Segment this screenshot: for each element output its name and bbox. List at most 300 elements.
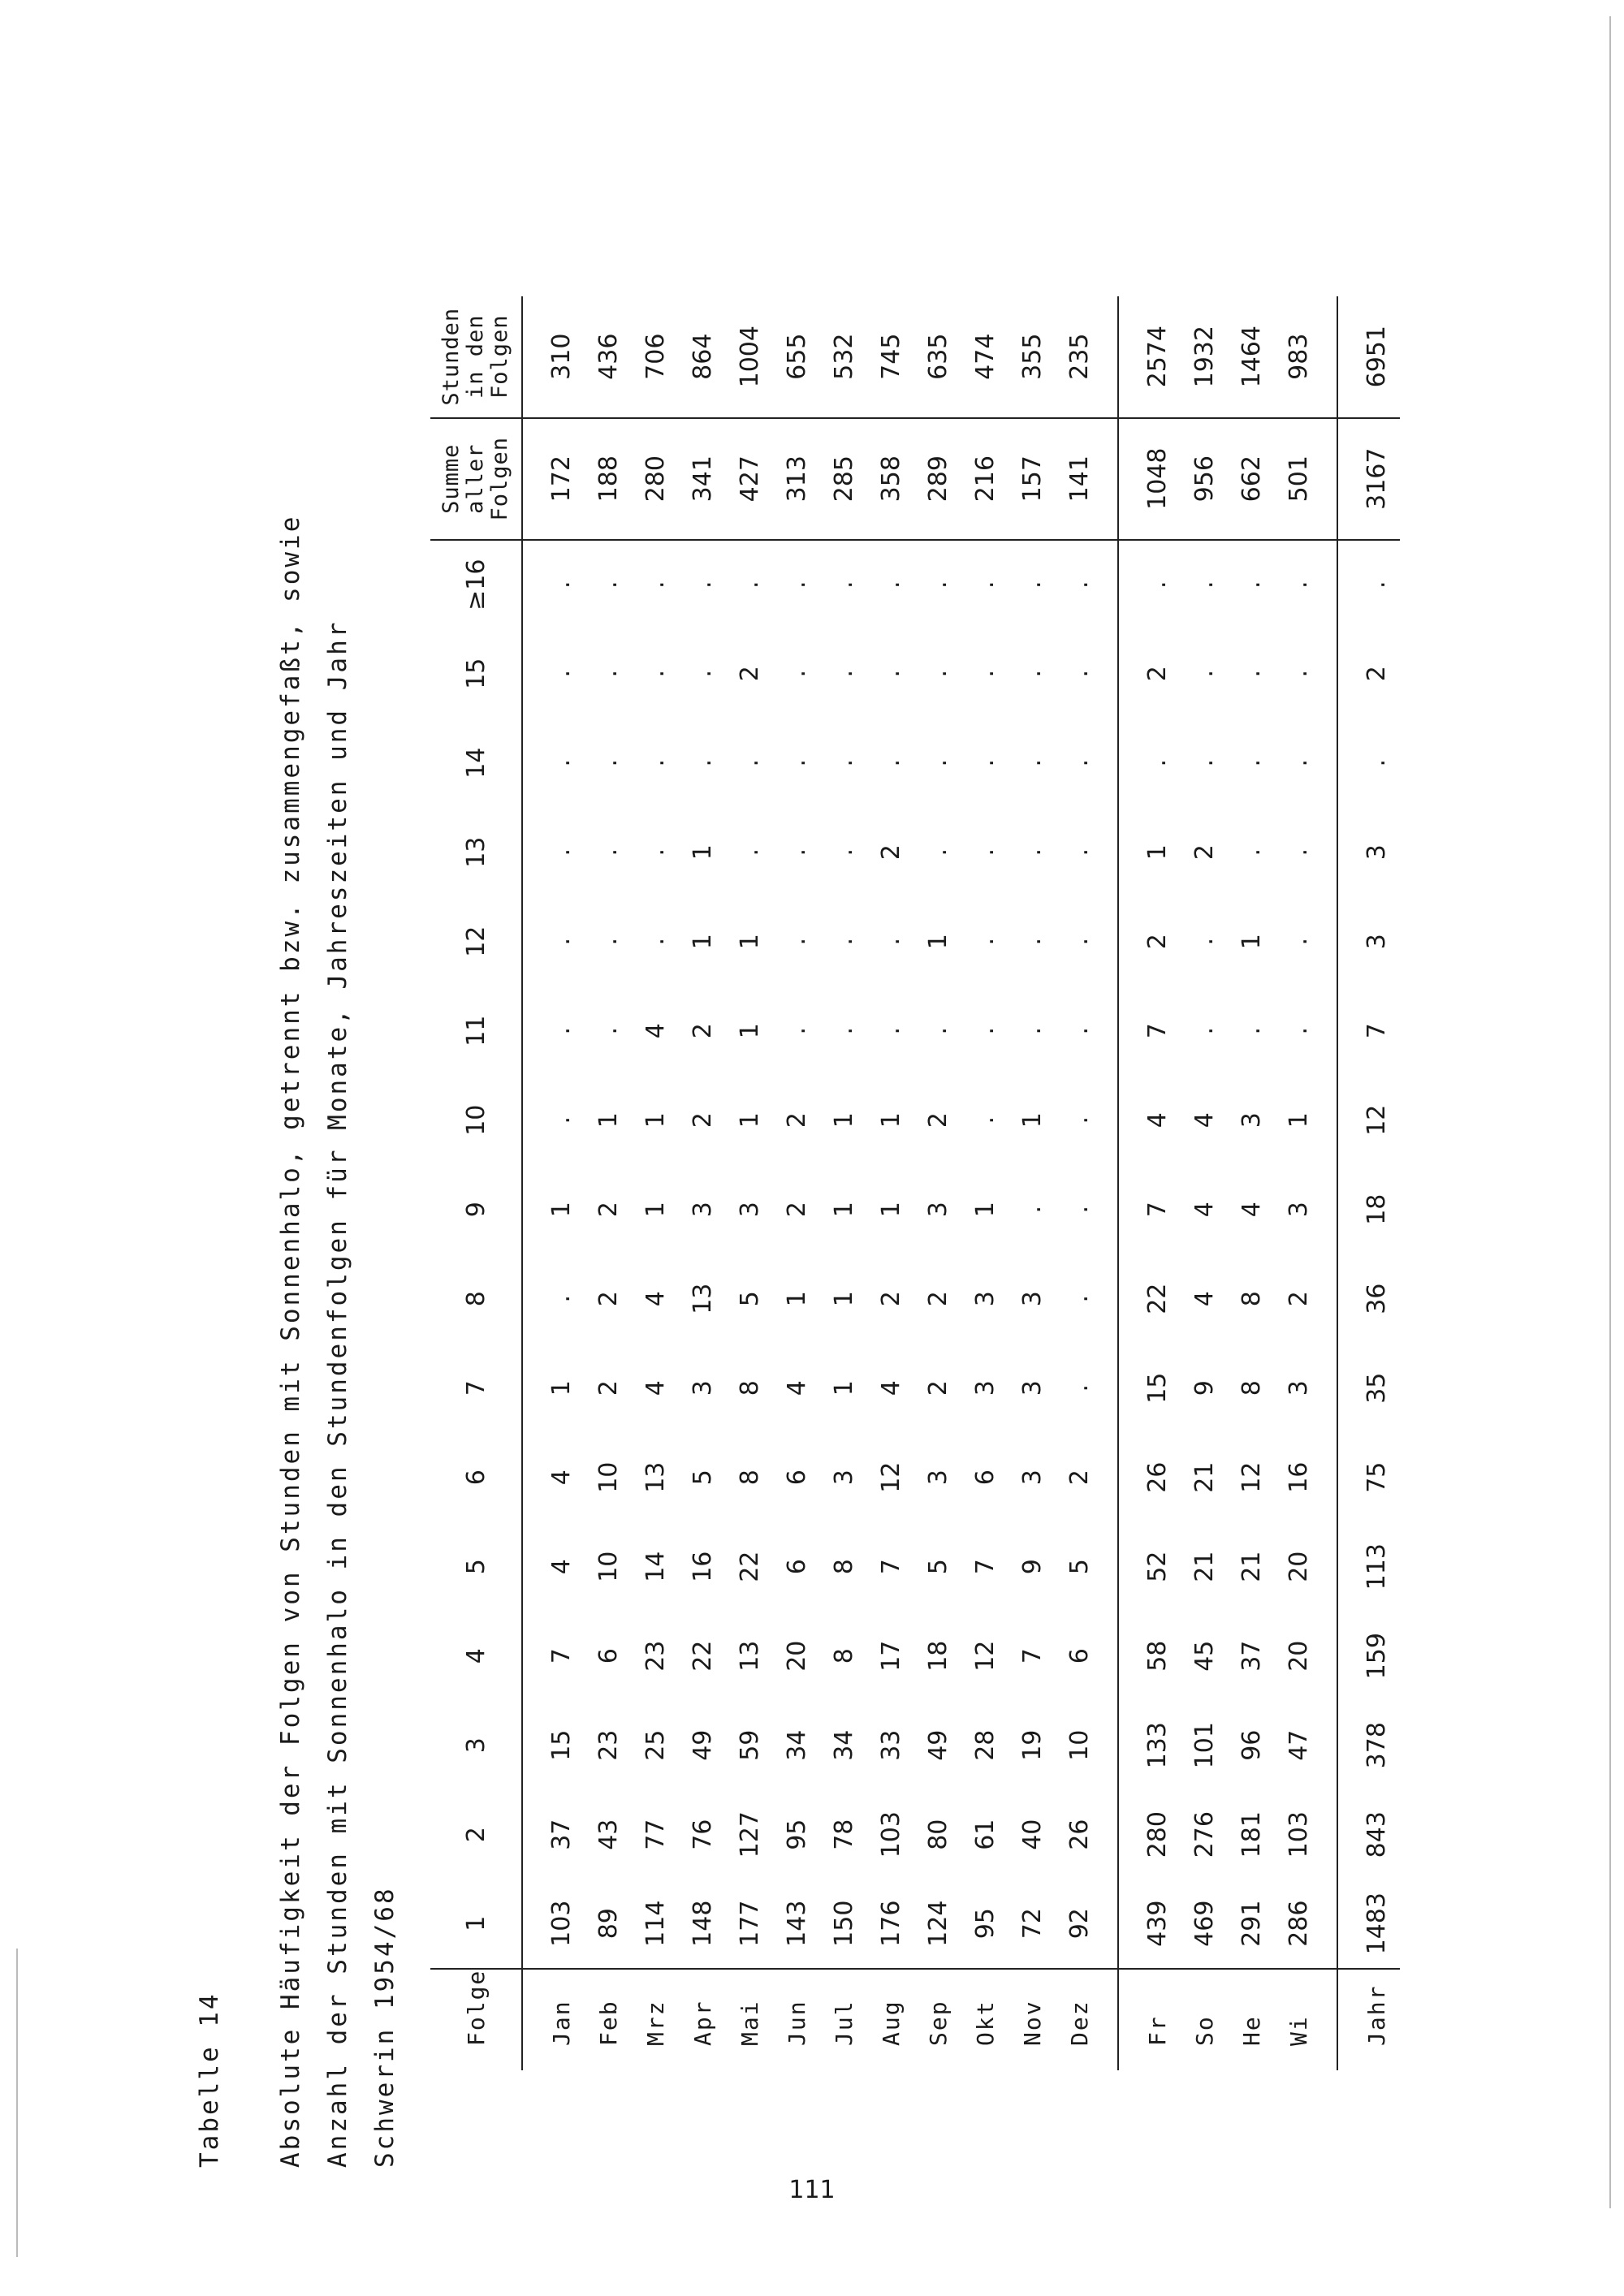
table-row: [1009, 296, 1056, 2070]
scan-edge-mark: [16, 1949, 18, 2257]
table-cell: .: [546, 1116, 576, 1124]
row-label: Nov: [1018, 2000, 1046, 2046]
table-row: [726, 296, 773, 2070]
table-cell: 22: [688, 1640, 717, 1672]
table-cell: 95: [782, 1819, 811, 1850]
table-cell: .: [829, 1026, 858, 1035]
table-cell: 2: [923, 1291, 952, 1307]
spacer-cell: [1322, 897, 1337, 986]
spacer-cell: [1322, 1612, 1337, 1701]
table-cell: 5: [688, 1470, 717, 1486]
table-cell: 103: [876, 1811, 905, 1858]
table-cell: 2: [923, 1112, 952, 1129]
col-header: 13: [430, 808, 522, 897]
row-label: Jul: [830, 2000, 857, 2046]
table-cell: .: [1284, 580, 1313, 589]
spacer-cell: [1337, 1076, 1353, 1165]
spacer-cell: [1118, 1701, 1134, 1790]
table-cell: .: [1017, 580, 1047, 589]
table-cell: 4: [1142, 1112, 1172, 1129]
table-cell: .: [970, 848, 1000, 857]
table-cell: 4: [782, 1380, 811, 1396]
table-cell: .: [970, 758, 1000, 767]
table-cell: 1: [594, 1112, 623, 1129]
table-cell: .: [923, 669, 952, 678]
table-cell: 1: [546, 1202, 576, 1218]
spacer-cell: [1322, 808, 1337, 897]
table-cell: 8: [829, 1648, 858, 1664]
sum-cell: 188: [585, 418, 632, 540]
spacer-cell: [522, 1790, 538, 1880]
sum-cell: 172: [538, 418, 585, 540]
spacer-cell: [1337, 1701, 1353, 1790]
table-cell: .: [594, 937, 623, 946]
table-cell: .: [735, 848, 764, 857]
spacer-cell: [1103, 296, 1118, 418]
table-cell: .: [1237, 669, 1266, 678]
table-cell: 21: [1237, 1551, 1266, 1582]
spacer-row: [1337, 296, 1353, 2070]
spacer-cell: [1118, 897, 1134, 986]
table-cell: .: [782, 937, 811, 946]
spacer-cell: [522, 719, 538, 808]
table-cell: .: [1065, 669, 1094, 678]
row-label: Feb: [594, 2000, 622, 2046]
table-cell: 6: [594, 1648, 623, 1664]
spacer-cell: [1322, 1969, 1337, 2070]
table-cell: .: [1284, 669, 1313, 678]
scan-edge-mark: [1609, 16, 1611, 2208]
row-label: Mai: [736, 2000, 763, 2046]
table-cell: 77: [641, 1819, 670, 1850]
table-cell: .: [735, 758, 764, 767]
table-cell: .: [1142, 758, 1172, 767]
table-cell: 1: [641, 1112, 670, 1129]
row-label: He: [1237, 2015, 1265, 2046]
table-cell: .: [1190, 580, 1219, 589]
table-cell: 76: [688, 1819, 717, 1850]
table-cell: .: [594, 848, 623, 857]
hours-cell: 983: [1275, 296, 1322, 418]
table-row: [1181, 296, 1228, 2070]
row-label: So: [1190, 2015, 1218, 2046]
table-cell: 3: [1017, 1470, 1047, 1486]
spacer-cell: [1103, 1790, 1118, 1880]
rotated-page: [0, 32, 1445, 2192]
table-cell: 37: [1237, 1640, 1266, 1672]
table-cell: .: [782, 580, 811, 589]
table-cell: 75: [1362, 1461, 1391, 1493]
spacer-row: [1103, 296, 1118, 2070]
table-cell: 43: [594, 1819, 623, 1850]
table-row: [914, 296, 961, 2070]
table-cell: .: [594, 669, 623, 678]
table-cell: .: [1017, 669, 1047, 678]
table-cell: 2: [594, 1291, 623, 1307]
table-cell: 20: [782, 1640, 811, 1672]
table-row: [1056, 296, 1103, 2070]
table-row: [773, 296, 820, 2070]
table-cell: .: [735, 580, 764, 589]
table-cell: 2: [923, 1380, 952, 1396]
table-cell: 26: [1065, 1819, 1094, 1850]
table-cell: 12: [876, 1461, 905, 1493]
spacer-cell: [1322, 296, 1337, 418]
table-cell: .: [688, 580, 717, 589]
table-cell: 25: [641, 1729, 670, 1761]
hours-cell: 1932: [1181, 296, 1228, 418]
spacer-cell: [1337, 1165, 1353, 1254]
table-cell: 13: [688, 1283, 717, 1314]
table-cell: 59: [735, 1729, 764, 1761]
sum-cell: 313: [773, 418, 820, 540]
table-cell: .: [1237, 758, 1266, 767]
spacer-cell: [1322, 719, 1337, 808]
table-cell: .: [876, 669, 905, 678]
spacer-cell: [1322, 986, 1337, 1076]
col-header: 14: [430, 719, 522, 808]
table-cell: 4: [1190, 1202, 1219, 1218]
table-cell: 1: [782, 1291, 811, 1307]
spacer-cell: [1118, 1790, 1134, 1880]
table-cell: 469: [1181, 1880, 1228, 1969]
row-label: Fr: [1143, 2015, 1171, 2046]
table-cell: 12: [1362, 1104, 1391, 1136]
spacer-cell: [522, 897, 538, 986]
table-cell: 7: [970, 1559, 1000, 1575]
table-cell: 34: [782, 1729, 811, 1761]
spacer-cell: [1322, 540, 1337, 629]
table-cell: .: [970, 580, 1000, 589]
table-cell: 1: [829, 1112, 858, 1129]
col-header: 2: [430, 1790, 522, 1880]
table-cell: .: [829, 669, 858, 678]
table-cell: .: [876, 580, 905, 589]
spacer-cell: [1322, 1344, 1337, 1433]
table-cell: .: [1190, 1026, 1219, 1035]
table-cell: 2: [1190, 844, 1219, 861]
table-cell: 276: [1190, 1811, 1219, 1858]
table-cell: .: [1065, 1116, 1094, 1124]
table-cell: 18: [923, 1640, 952, 1672]
table-cell: .: [641, 758, 670, 767]
table-cell: 10: [594, 1551, 623, 1582]
table-cell: .: [782, 758, 811, 767]
table-row: [1353, 296, 1400, 2070]
table-cell: 13: [735, 1640, 764, 1672]
table-cell: .: [1017, 848, 1047, 857]
table-cell: .: [1237, 580, 1266, 589]
table-cell: 23: [641, 1640, 670, 1672]
table-cell: 2: [1142, 666, 1172, 682]
table-cell: 89: [585, 1880, 632, 1969]
table-cell: 1: [546, 1380, 576, 1396]
hours-cell: 532: [820, 296, 867, 418]
table-row: [538, 296, 585, 2070]
table-cell: 1: [829, 1291, 858, 1307]
table-cell: 1: [876, 1202, 905, 1218]
spacer-cell: [1118, 1880, 1134, 1969]
row-label: Sep: [924, 2000, 952, 2046]
table-cell: 3: [1284, 1202, 1313, 1218]
spacer-cell: [1103, 1344, 1118, 1433]
sum-cell: 285: [820, 418, 867, 540]
table-cell: .: [1065, 937, 1094, 946]
hours-cell: 1004: [726, 296, 773, 418]
caption-line-1: Absolute Häufigkeit der Folgen von Stunden mit Sonnenhalo, getrennt bzw. zusammengefaßt, sowie: [276, 514, 305, 2168]
sum-cell: 3167: [1353, 418, 1400, 540]
spacer-cell: [1337, 296, 1353, 418]
table-cell: 1: [923, 934, 952, 950]
col-header: 9: [430, 1165, 522, 1254]
spacer-row: [522, 296, 538, 2070]
spacer-cell: [1103, 1969, 1118, 2070]
hours-cell: 474: [961, 296, 1009, 418]
table-cell: 80: [923, 1819, 952, 1850]
sum-cell: 956: [1181, 418, 1228, 540]
table-row: [585, 296, 632, 2070]
table-cell: 19: [1017, 1729, 1047, 1761]
table-cell: 127: [735, 1811, 764, 1858]
table-cell: 47: [1284, 1729, 1313, 1761]
table-cell: 1: [1017, 1112, 1047, 1129]
hours-header: Stunden in den Folgen: [430, 296, 522, 418]
table-cell: .: [1237, 848, 1266, 857]
spacer-cell: [1337, 808, 1353, 897]
table-cell: .: [1065, 758, 1094, 767]
spacer-cell: [1118, 540, 1134, 629]
col-header: 3: [430, 1701, 522, 1790]
table-cell: .: [641, 937, 670, 946]
spacer-cell: [1118, 418, 1134, 540]
sum-cell: 358: [867, 418, 914, 540]
table-cell: 280: [1142, 1811, 1172, 1858]
table-cell: .: [970, 937, 1000, 946]
spacer-cell: [1118, 808, 1134, 897]
spacer-cell: [1337, 1254, 1353, 1344]
spacer-cell: [1337, 540, 1353, 629]
table-cell: 2: [1065, 1470, 1094, 1486]
spacer-cell: [1103, 1076, 1118, 1165]
table-cell: 843: [1362, 1811, 1391, 1858]
table-cell: .: [1237, 1026, 1266, 1035]
table-cell: .: [1065, 1294, 1094, 1303]
spacer-cell: [522, 629, 538, 719]
table-cell: 52: [1142, 1551, 1172, 1582]
table-cell: .: [829, 848, 858, 857]
table-cell: .: [923, 580, 952, 589]
table-cell: 6: [970, 1470, 1000, 1486]
spacer-row: [1118, 296, 1134, 2070]
spacer-cell: [1118, 986, 1134, 1076]
table-cell: .: [546, 937, 576, 946]
row-label: Jan: [547, 2000, 575, 2046]
table-cell: 101: [1190, 1722, 1219, 1769]
table-cell: 6: [782, 1470, 811, 1486]
table-cell: 2: [876, 1291, 905, 1307]
spacer-cell: [1103, 1880, 1118, 1969]
table-cell: .: [1284, 848, 1313, 857]
col-header: 15: [430, 629, 522, 719]
table-header-row: [430, 296, 522, 2070]
spacer-cell: [1103, 540, 1118, 629]
spacer-cell: [522, 540, 538, 629]
halo-table: [430, 296, 1400, 2070]
table-cell: 1: [970, 1202, 1000, 1218]
row-label: Mrz: [641, 2000, 669, 2046]
table-cell: 9: [1017, 1559, 1047, 1575]
spacer-cell: [1103, 897, 1118, 986]
table-cell: 3: [923, 1202, 952, 1218]
table-cell: 1: [641, 1202, 670, 1218]
table-cell: .: [1190, 758, 1219, 767]
table-cell: 176: [867, 1880, 914, 1969]
table-cell: 92: [1056, 1880, 1103, 1969]
table-cell: .: [688, 669, 717, 678]
spacer-cell: [1103, 1254, 1118, 1344]
col-header: 7: [430, 1344, 522, 1433]
hours-cell: 436: [585, 296, 632, 418]
hours-cell: 235: [1056, 296, 1103, 418]
table-cell: 1: [829, 1202, 858, 1218]
table-cell: 1: [735, 1023, 764, 1039]
table-cell: .: [829, 937, 858, 946]
table-cell: .: [1065, 580, 1094, 589]
table-cell: .: [782, 1026, 811, 1035]
table-cell: 291: [1228, 1880, 1275, 1969]
table-cell: 16: [1284, 1461, 1313, 1493]
spacer-cell: [1103, 986, 1118, 1076]
table-cell: 124: [914, 1880, 961, 1969]
table-cell: .: [923, 848, 952, 857]
spacer-cell: [1118, 1165, 1134, 1254]
spacer-cell: [1337, 897, 1353, 986]
table-cell: .: [1284, 1026, 1313, 1035]
spacer-cell: [1103, 808, 1118, 897]
table-cell: .: [641, 848, 670, 857]
table-cell: 22: [735, 1551, 764, 1582]
table-cell: .: [546, 669, 576, 678]
spacer-cell: [1337, 1612, 1353, 1701]
row-label: Wi: [1285, 2015, 1312, 2046]
table-cell: .: [1362, 580, 1391, 589]
col-header: 5: [430, 1522, 522, 1612]
table-cell: .: [546, 1294, 576, 1303]
table-cell: 2: [1362, 666, 1391, 682]
table-cell: .: [688, 758, 717, 767]
spacer-cell: [1322, 629, 1337, 719]
table-cell: 36: [1362, 1283, 1391, 1314]
spacer-cell: [522, 418, 538, 540]
table-cell: .: [1065, 1205, 1094, 1214]
table-cell: 96: [1237, 1729, 1266, 1761]
spacer-cell: [1337, 1880, 1353, 1969]
col-header: 6: [430, 1433, 522, 1522]
table-cell: .: [594, 758, 623, 767]
table-cell: .: [829, 580, 858, 589]
spacer-cell: [1103, 418, 1118, 540]
table-cell: .: [546, 580, 576, 589]
table-cell: 72: [1009, 1880, 1056, 1969]
table-cell: 40: [1017, 1819, 1047, 1850]
table-label: Tabelle 14: [195, 1992, 224, 2168]
table-cell: .: [1065, 848, 1094, 857]
table-cell: 2: [735, 666, 764, 682]
col-header: 10: [430, 1076, 522, 1165]
table-cell: 103: [538, 1880, 585, 1969]
table-cell: 12: [970, 1640, 1000, 1672]
table-cell: .: [970, 1116, 1000, 1124]
spacer-cell: [1118, 1522, 1134, 1612]
col-header: 8: [430, 1254, 522, 1344]
table-cell: 33: [876, 1729, 905, 1761]
table-cell: .: [923, 1026, 952, 1035]
table-cell: 7: [546, 1648, 576, 1664]
spacer-cell: [522, 1880, 538, 1969]
table-cell: 4: [1190, 1112, 1219, 1129]
table-cell: 35: [1362, 1372, 1391, 1404]
table-cell: 1: [688, 934, 717, 950]
sum-header: Summe aller Folgen: [430, 418, 522, 540]
table-cell: .: [1190, 669, 1219, 678]
table-cell: 10: [594, 1461, 623, 1493]
spacer-cell: [1103, 1612, 1118, 1701]
table-cell: 3: [970, 1380, 1000, 1396]
table-cell: 2: [782, 1202, 811, 1218]
hours-cell: 864: [679, 296, 726, 418]
hours-cell: 1464: [1228, 296, 1275, 418]
table-cell: 13: [641, 1461, 670, 1493]
table-cell: 5: [735, 1291, 764, 1307]
table-cell: 4: [1237, 1202, 1266, 1218]
table-cell: 4: [546, 1559, 576, 1575]
table-cell: 1: [829, 1380, 858, 1396]
spacer-cell: [1337, 986, 1353, 1076]
table-cell: .: [970, 669, 1000, 678]
table-cell: 103: [1284, 1811, 1313, 1858]
table-cell: 23: [594, 1729, 623, 1761]
table-cell: .: [1065, 1026, 1094, 1035]
table-cell: 3: [970, 1291, 1000, 1307]
spacer-cell: [522, 296, 538, 418]
table-cell: 4: [641, 1380, 670, 1396]
spacer-cell: [1322, 1076, 1337, 1165]
spacer-cell: [1118, 1433, 1134, 1522]
table-cell: 8: [1237, 1380, 1266, 1396]
table-cell: 1: [1284, 1112, 1313, 1129]
table-cell: 3: [1017, 1291, 1047, 1307]
hours-cell: 706: [632, 296, 679, 418]
table-cell: 2: [876, 844, 905, 861]
spacer-row: [1322, 296, 1337, 2070]
table-cell: 15: [546, 1729, 576, 1761]
table-cell: 8: [735, 1380, 764, 1396]
table-cell: 148: [679, 1880, 726, 1969]
table-cell: 95: [961, 1880, 1009, 1969]
table-cell: 113: [1362, 1543, 1391, 1590]
spacer-cell: [1337, 1969, 1353, 2070]
table-cell: .: [923, 758, 952, 767]
table-cell: .: [641, 580, 670, 589]
table-row: [1228, 296, 1275, 2070]
table-cell: 4: [876, 1380, 905, 1396]
spacer-cell: [522, 1612, 538, 1701]
sum-cell: 341: [679, 418, 726, 540]
table-cell: 2: [594, 1202, 623, 1218]
corner-label: Folge: [430, 1969, 522, 2070]
table-cell: 3: [1362, 844, 1391, 861]
season-rows: [1118, 296, 1337, 2070]
